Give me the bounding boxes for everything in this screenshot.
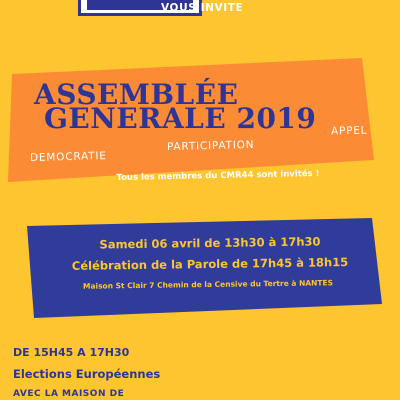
members-invited-text: Tous les membres du CMR44 sont invités ! [116,168,320,184]
bottom-partner: AVEC LA MAISON DE [13,389,125,399]
event-date: Samedi 06 avril de 13h30 à 17h30 [99,234,321,252]
title-line-2: GENERALE 2019 [44,102,317,135]
event-celebration: Célébration de la Parole de 17h45 à 18h15 [71,255,349,273]
keyword-appel: APPEL [330,124,368,138]
bottom-elections: Elections Européennes [13,367,161,381]
event-address: Maison St Clair 7 Chemin de la Censive du Tertre à NANTES [82,278,334,291]
title-line-1: ASSEMBLÉE [34,78,239,111]
bottom-time: DE 15H45 A 17H30 [13,346,130,359]
invite-text: VOUS INVITE [161,2,244,14]
keyword-participation: PARTICIPATION [166,138,255,154]
keyword-democratie: DEMOCRATIE [29,149,107,165]
